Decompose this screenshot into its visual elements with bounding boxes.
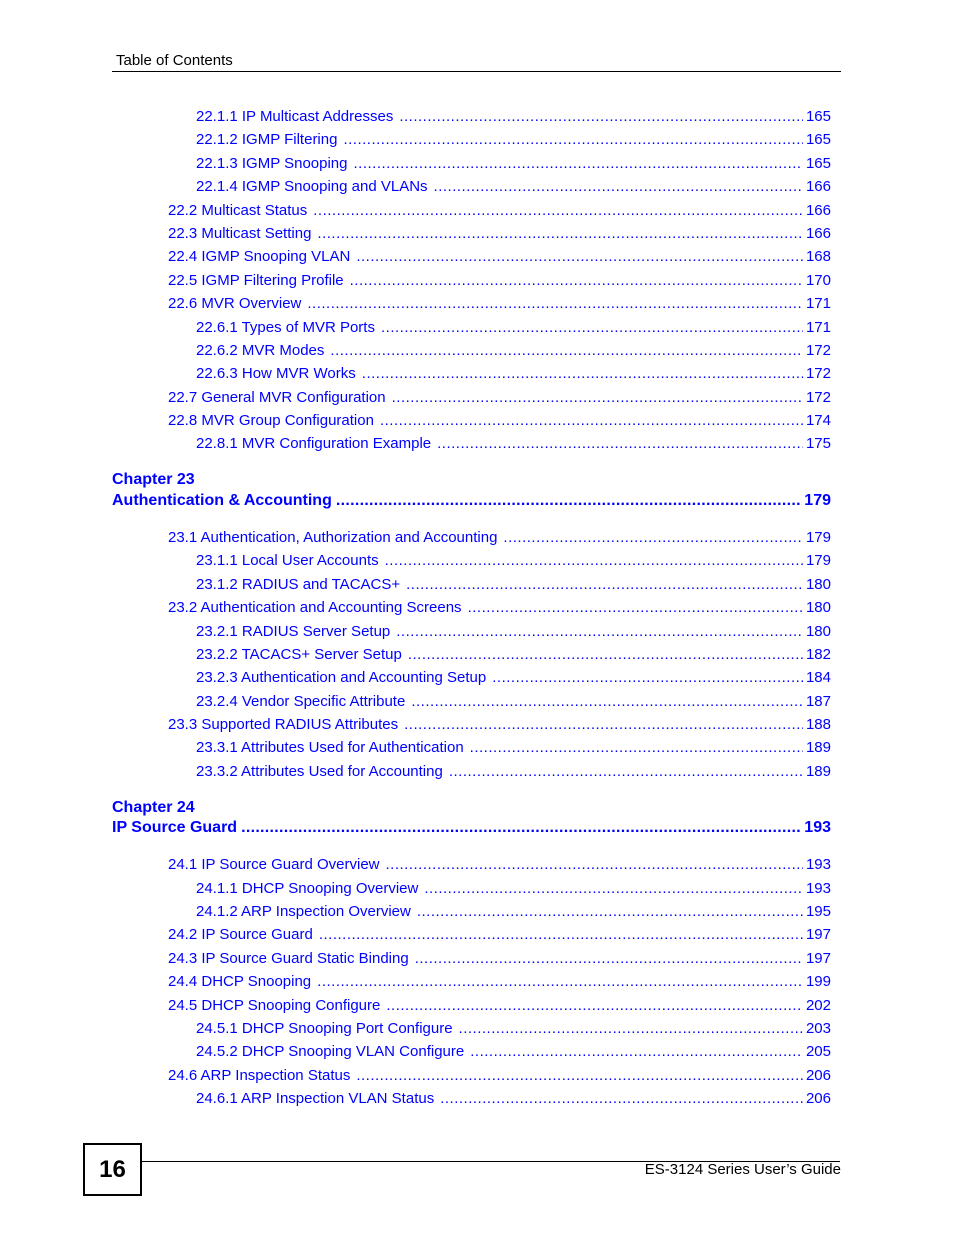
toc-entry[interactable] <box>168 996 831 1016</box>
toc-entry-page: 175 <box>805 435 831 452</box>
guide-title: ES-3124 Series User’s Guide <box>644 1161 841 1178</box>
toc-entry-title: 22.4 IGMP Snooping VLAN <box>168 248 351 265</box>
toc-leader <box>406 575 803 595</box>
toc-leader <box>392 388 803 408</box>
toc-entry-page: 184 <box>805 669 831 686</box>
toc-leader <box>434 177 803 197</box>
toc-entry[interactable] <box>168 715 831 735</box>
toc-entry-page: 195 <box>805 903 831 920</box>
chapter-page: 179 <box>804 492 831 509</box>
toc-entry-page: 179 <box>805 529 831 546</box>
toc-leader <box>404 715 803 735</box>
toc-entry-page: 165 <box>805 108 831 125</box>
toc-entry-page: 166 <box>805 225 831 242</box>
toc-leader <box>468 598 803 618</box>
toc-entry-title: 22.2 Multicast Status <box>168 202 308 219</box>
toc-leader <box>503 528 803 548</box>
chapter-title: Authentication & Accounting <box>112 492 332 509</box>
toc-entry[interactable] <box>196 318 831 338</box>
toc-entry-title: 23.2.2 TACACS+ Server Setup <box>196 646 402 663</box>
toc-leader <box>343 130 803 150</box>
toc-entry-page: 165 <box>805 155 831 172</box>
toc-leader <box>307 294 803 314</box>
toc-leader <box>492 668 803 688</box>
toc-leader <box>470 738 803 758</box>
toc-entry-page: 179 <box>805 552 831 569</box>
toc-leader <box>317 972 803 992</box>
toc-entry-title: 22.5 IGMP Filtering Profile <box>168 272 344 289</box>
toc-entry-page: 199 <box>805 973 831 990</box>
chapter-label[interactable]: Chapter 23 <box>112 471 195 488</box>
toc-entry-title: 22.8 MVR Group Configuration <box>168 412 374 429</box>
toc-leader <box>449 762 803 782</box>
toc-entry-title: 23.1.1 Local User Accounts <box>196 552 379 569</box>
toc-entry[interactable] <box>168 528 831 548</box>
toc-leader <box>386 855 803 875</box>
toc-entry-page: 189 <box>805 739 831 756</box>
chapter-title: IP Source Guard <box>112 819 238 836</box>
toc-leader <box>440 1089 803 1109</box>
toc-entry-page: 187 <box>805 693 831 710</box>
toc-leader <box>330 341 803 361</box>
toc-entry-title: 24.5 DHCP Snooping Configure <box>168 997 381 1014</box>
toc-entry-page: 206 <box>805 1090 831 1107</box>
toc-entry-title: 24.6.1 ARP Inspection VLAN Status <box>196 1090 435 1107</box>
toc-entry-title: 22.6.2 MVR Modes <box>196 342 325 359</box>
toc-entry-title: 23.2.3 Authentication and Accounting Setup <box>196 669 487 686</box>
toc-entry-page: 180 <box>805 623 831 640</box>
toc-entry[interactable] <box>196 154 831 174</box>
toc-entry-page: 172 <box>805 342 831 359</box>
toc-leader <box>411 692 803 712</box>
toc-entry-title: 24.1.1 DHCP Snooping Overview <box>196 880 419 897</box>
toc-leader <box>241 818 802 838</box>
toc-entry-page: 172 <box>805 389 831 406</box>
toc-entry-title: 23.2.4 Vendor Specific Attribute <box>196 693 406 710</box>
chapter-title-entry[interactable] <box>112 818 831 838</box>
toc-leader <box>362 364 803 384</box>
toc-entry-title: 24.2 IP Source Guard <box>168 926 313 943</box>
toc-entry[interactable] <box>168 1066 831 1086</box>
toc-entry-title: 24.1 IP Source Guard Overview <box>168 856 380 873</box>
toc-entry-page: 168 <box>805 248 831 265</box>
toc-entry-title: 23.3 Supported RADIUS Attributes <box>168 716 399 733</box>
toc-leader <box>386 996 803 1016</box>
toc-entry-title: 23.3.2 Attributes Used for Accounting <box>196 763 443 780</box>
toc-entry-page: 166 <box>805 178 831 195</box>
page-number-box <box>83 1143 142 1196</box>
toc-entry[interactable] <box>196 622 831 642</box>
toc-entry[interactable] <box>196 107 831 127</box>
toc-entry-page: 166 <box>805 202 831 219</box>
toc-entry[interactable] <box>168 388 831 408</box>
toc-leader <box>319 925 803 945</box>
toc-leader <box>385 551 803 571</box>
toc-entry[interactable] <box>196 762 831 782</box>
toc-leader <box>415 949 803 969</box>
toc-leader <box>381 318 803 338</box>
toc-entry-title: 23.1.2 RADIUS and TACACS+ <box>196 576 401 593</box>
chapter-page: 193 <box>804 819 831 836</box>
toc-entry[interactable] <box>196 1089 831 1109</box>
toc-entry[interactable] <box>168 224 831 244</box>
toc-entry-page: 203 <box>805 1020 831 1037</box>
toc-entry[interactable] <box>196 645 831 665</box>
toc-entry-title: 22.1.1 IP Multicast Addresses <box>196 108 394 125</box>
running-header: Table of Contents <box>116 52 233 69</box>
toc-entry[interactable] <box>196 668 831 688</box>
toc-entry-title: 22.1.3 IGMP Snooping <box>196 155 348 172</box>
toc-leader <box>350 271 803 291</box>
toc-entry-title: 24.3 IP Source Guard Static Binding <box>168 950 409 967</box>
toc-entry[interactable] <box>196 177 831 197</box>
toc-entry-title: 22.7 General MVR Configuration <box>168 389 386 406</box>
toc-entry-page: 193 <box>805 856 831 873</box>
toc-entry-title: 24.5.1 DHCP Snooping Port Configure <box>196 1020 453 1037</box>
toc-entry-title: 22.8.1 MVR Configuration Example <box>196 435 432 452</box>
toc-entry[interactable] <box>168 294 831 314</box>
toc-entry[interactable] <box>168 925 831 945</box>
toc-entry-page: 165 <box>805 131 831 148</box>
page-number: 16 <box>99 1155 126 1183</box>
toc-leader <box>470 1042 803 1062</box>
toc-leader <box>417 902 803 922</box>
toc-leader <box>459 1019 803 1039</box>
toc-entry[interactable] <box>196 130 831 150</box>
chapter-title-entry[interactable] <box>112 491 831 511</box>
toc-entry-title: 23.1 Authentication, Authorization and Accounting <box>168 529 498 546</box>
toc-entry[interactable] <box>196 341 831 361</box>
toc-entry[interactable] <box>196 551 831 571</box>
toc-entry-page: 171 <box>805 319 831 336</box>
toc-entry-title: 22.6.1 Types of MVR Ports <box>196 319 375 336</box>
toc-entry[interactable] <box>196 692 831 712</box>
toc-entry[interactable] <box>196 575 831 595</box>
toc-entry-page: 189 <box>805 763 831 780</box>
toc-leader <box>356 1066 803 1086</box>
toc-leader <box>313 201 803 221</box>
toc-entry-page: 202 <box>805 997 831 1014</box>
toc-entry-page: 180 <box>805 576 831 593</box>
toc-entry[interactable] <box>196 1042 831 1062</box>
toc-entry-page: 182 <box>805 646 831 663</box>
toc-entry[interactable] <box>196 434 831 454</box>
toc-leader <box>396 622 803 642</box>
toc-entry[interactable] <box>168 949 831 969</box>
toc-entry-page: 188 <box>805 716 831 733</box>
toc-entry[interactable] <box>168 411 831 431</box>
toc-leader <box>408 645 803 665</box>
toc-entry-page: 206 <box>805 1067 831 1084</box>
toc-entry-page: 197 <box>805 950 831 967</box>
toc-entry-title: 22.1.2 IGMP Filtering <box>196 131 338 148</box>
toc-entry[interactable] <box>168 972 831 992</box>
toc-entry[interactable] <box>168 271 831 291</box>
toc-entry-title: 22.6 MVR Overview <box>168 295 302 312</box>
toc-entry-title: 24.6 ARP Inspection Status <box>168 1067 351 1084</box>
toc-entry-title: 24.4 DHCP Snooping <box>168 973 312 990</box>
toc-entry[interactable] <box>196 364 831 384</box>
toc-leader <box>399 107 803 127</box>
toc-entry[interactable] <box>168 247 831 267</box>
toc-leader <box>380 411 803 431</box>
toc-entry-page: 172 <box>805 365 831 382</box>
toc-entry-title: 24.1.2 ARP Inspection Overview <box>196 903 411 920</box>
toc-entry-title: 24.5.2 DHCP Snooping VLAN Configure <box>196 1043 465 1060</box>
toc-entry[interactable] <box>196 738 831 758</box>
header-divider <box>112 71 841 72</box>
toc-leader <box>317 224 803 244</box>
toc-entry-title: 22.3 Multicast Setting <box>168 225 312 242</box>
toc-leader <box>437 434 803 454</box>
toc-entry[interactable] <box>196 879 831 899</box>
toc-entry-title: 23.3.1 Attributes Used for Authentication <box>196 739 464 756</box>
toc-entry-title: 22.1.4 IGMP Snooping and VLANs <box>196 178 428 195</box>
toc-entry-title: 23.2 Authentication and Accounting Screens <box>168 599 462 616</box>
toc-leader <box>336 491 802 511</box>
toc-entry-title: 23.2.1 RADIUS Server Setup <box>196 623 391 640</box>
toc-entry-page: 180 <box>805 599 831 616</box>
toc-entry-page: 170 <box>805 272 831 289</box>
toc-entry[interactable] <box>168 598 831 618</box>
toc-entry[interactable] <box>196 902 831 922</box>
chapter-label[interactable]: Chapter 24 <box>112 799 195 816</box>
toc-entry[interactable] <box>168 201 831 221</box>
toc-entry[interactable] <box>168 855 831 875</box>
toc-leader <box>354 154 803 174</box>
toc-entry-title: 22.6.3 How MVR Works <box>196 365 356 382</box>
toc-entry-page: 193 <box>805 880 831 897</box>
toc-entry-page: 171 <box>805 295 831 312</box>
toc-leader <box>356 247 803 267</box>
toc-entry[interactable] <box>196 1019 831 1039</box>
toc-leader <box>424 879 803 899</box>
toc-entry-page: 205 <box>805 1043 831 1060</box>
toc-entry-page: 197 <box>805 926 831 943</box>
toc-entry-page: 174 <box>805 412 831 429</box>
